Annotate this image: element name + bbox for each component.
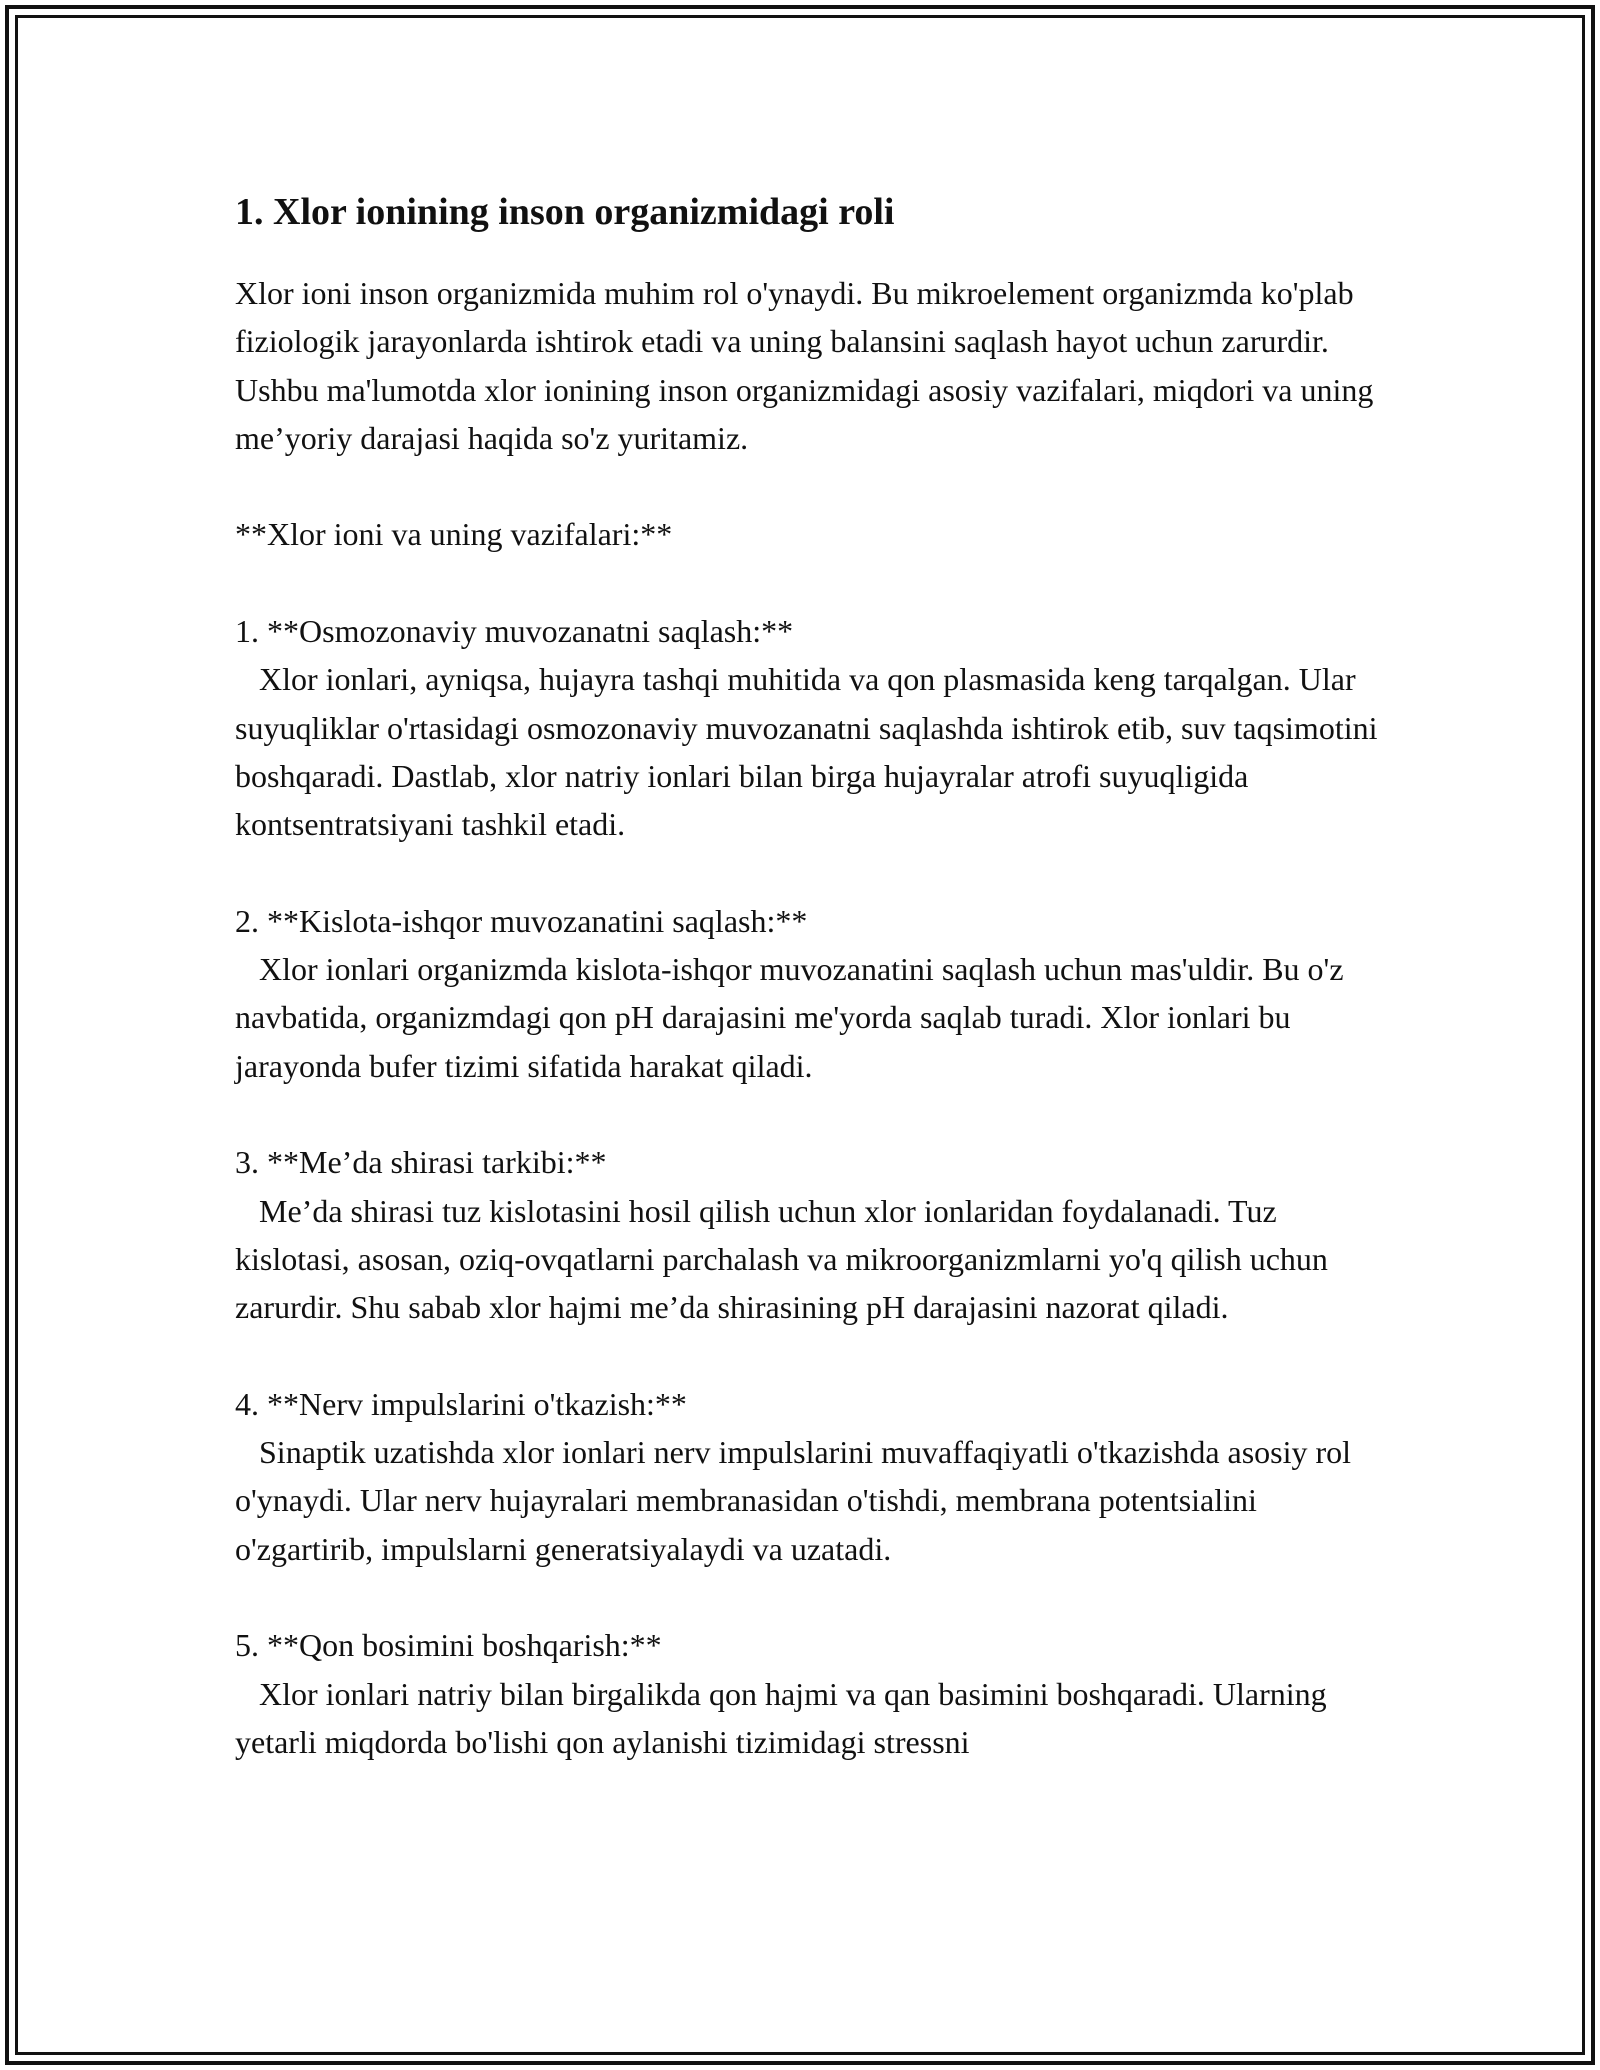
paragraph-gap xyxy=(235,1090,1395,1138)
list-item-body: Xlor ionlari natriy bilan birgalikda qon hajmi va qan basimini boshqaradi. Ularning yetarli miqdorda bo'lishi qon aylanishi tizimidagi stressni xyxy=(235,1675,1335,1760)
document-body xyxy=(235,182,1395,1766)
paragraph-gap xyxy=(235,1573,1395,1621)
list-item-body: Sinaptik uzatishda xlor ionlari nerv impulslarini muvaffaqiyatli o'tkazishda asosiy rol o'ynaydi. Ular nerv hujayralari membranasidan o'tishdi, membrana potentsialini o'zgartirib, impulslarni generatsiyalaydi va uzatadi. xyxy=(235,1434,1360,1567)
paragraph-gap xyxy=(235,462,1395,510)
list-item xyxy=(235,1138,1395,1331)
intro-paragraph: Xlor ioni inson organizmida muhim rol o'ynaydi. Bu mikroelement organizmda ko'plab fiziologik jarayonlarda ishtirok etadi va uning balansini saqlash hayot uchun zarurdir. Ushbu ma'lumotda xlor ionining inson organizmidagi asosiy vazifalari, miqdori va uning me’yoriy darajasi haqida so'z yuritamiz. xyxy=(235,275,1382,456)
list-item xyxy=(235,607,1395,848)
list-item-heading: 1. **Osmozonaviy muvozanatni saqlash:** xyxy=(235,613,794,650)
list-item-body: Me’da shirasi tuz kislotasini hosil qilish uchun xlor ionlaridan foydalanadi. Tuz kislotasi, asosan, oziq-ovqatlarni parchalash va mikroorganizmlarni yo'q qilish uchun zarurdir. Shu sabab xlor hajmi me’da shirasining pH darajasini nazorat qiladi. xyxy=(235,1192,1336,1326)
list-item xyxy=(235,1380,1395,1573)
list-item xyxy=(235,1621,1395,1766)
paragraph-gap xyxy=(235,849,1395,897)
paragraph-gap xyxy=(235,559,1395,607)
list-item xyxy=(235,897,1395,1090)
list-item-heading: 5. **Qon bosimini boshqarish:** xyxy=(235,1627,662,1664)
document-title: 1. Xlor ionining inson organizmidagi roli xyxy=(235,191,895,233)
list-item-heading: 4. **Nerv impulslarini o'tkazish:** xyxy=(235,1385,687,1422)
list-item-body: Xlor ionlari, ayniqsa, hujayra tashqi muhitida va qon plasmasida keng tarqalgan. Ular suyuqliklar o'rtasidagi osmozonaviy muvozanatni saqlashda ishtirok etib, suv taqsimotini boshqaradi. Dastlab, xlor natriy ionlari bilan birga hujayralar atrofi suyuqligida kontsentratsiyani tashkil etadi. xyxy=(235,661,1386,843)
paragraph-gap xyxy=(235,1332,1395,1380)
section-heading: **Xlor ioni va uning vazifalari:** xyxy=(235,516,673,553)
list-item-heading: 2. **Kislota-ishqor muvozanatini saqlash:** xyxy=(235,902,808,939)
list-item-heading: 3. **Me’da shirasi tarkibi:** xyxy=(235,1144,607,1181)
list-item-body: Xlor ionlari organizmda kislota-ishqor muvozanatini saqlash uchun mas'uldir. Bu o'z navbatida, organizmdagi qon pH darajasini me'yorda saqlab turadi. Xlor ionlari bu jarayonda bufer tizimi sifatida harakat qiladi. xyxy=(235,951,1352,1084)
